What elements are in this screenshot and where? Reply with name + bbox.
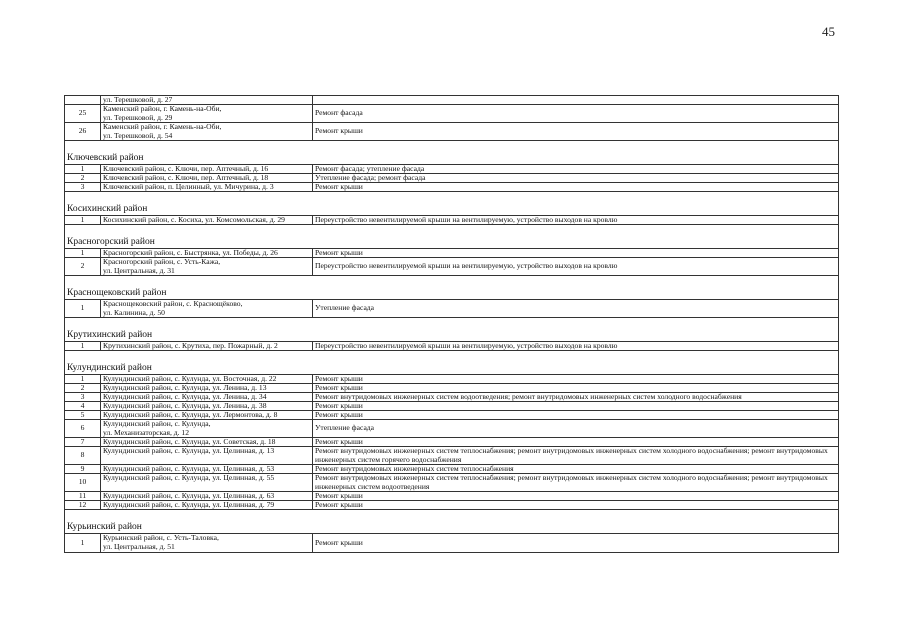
address-cell — [101, 375, 313, 384]
work-type-text: Ремонт крыши — [315, 537, 363, 547]
work-type-cell — [313, 393, 838, 402]
address-line: ул. Центральная, д. 51 — [103, 542, 175, 551]
work-type-cell — [313, 501, 838, 510]
row-number: 1 — [65, 249, 101, 258]
row-number: 11 — [65, 492, 101, 501]
address-cell — [101, 300, 313, 318]
work-type-cell — [313, 411, 838, 420]
address-line: ул. Центральная, д. 31 — [103, 266, 175, 275]
address-line: Ключевский район, с. Ключи, пер. Аптечный, д. 18 — [103, 174, 269, 182]
row-number: 7 — [65, 438, 101, 447]
row-number: 2 — [65, 258, 101, 276]
row-number: 3 — [65, 183, 101, 192]
row-number: 9 — [65, 465, 101, 474]
table-row — [64, 300, 839, 318]
work-type-cell — [313, 183, 838, 192]
table-row — [64, 492, 839, 501]
row-number: 1 — [65, 216, 101, 225]
work-type-text: Утепление фасада — [315, 303, 375, 313]
work-type-text: Ремонт крыши — [315, 248, 363, 257]
address-line: Курьинский район, с. Усть-Таловка, — [103, 534, 219, 542]
page-number: 45 — [822, 24, 835, 39]
address-line: Кулундинский район, с. Кулунда, ул. Целинная, д. 13 — [103, 447, 275, 455]
table-row — [64, 249, 839, 258]
work-type-text: Ремонт крыши — [315, 410, 363, 419]
section-spacer — [64, 225, 839, 237]
work-type-text: Ремонт крыши — [315, 491, 363, 500]
address-line: Кулундинский район, с. Кулунда, — [103, 420, 211, 428]
work-type-cell — [313, 105, 838, 123]
work-type-text: Ремонт внутридомовых инженерных систем теплоснабжения; ремонт внутридомовых инженерных систем холодного водоснабжения; ремонт внутридомовых инженерных систем водоотведения — [315, 473, 828, 491]
address-line: Кулундинский район, с. Кулунда, ул. Целинная, д. 53 — [103, 465, 275, 473]
work-type-text: Ремонт внутридомовых инженерных систем теплоснабжения — [315, 464, 514, 473]
table-row — [64, 393, 839, 402]
table-row — [64, 447, 839, 465]
section-spacer — [64, 351, 839, 363]
work-type-text: Переустройство невентилируемой крыши на вентилируемую, устройство выходов на кровлю — [315, 341, 618, 350]
table-row — [64, 474, 839, 492]
row-number: 1 — [65, 534, 101, 552]
district-heading: Краснощековский район — [64, 288, 839, 300]
row-number: 8 — [65, 447, 101, 465]
address-cell — [101, 123, 313, 141]
work-type-text: Ремонт фасада; утепление фасада — [315, 164, 425, 173]
section-spacer — [64, 510, 839, 522]
work-type-text: Ремонт внутридомовых инженерных систем теплоснабжения; ремонт внутридомовых инженерных систем холодного водоснабжения; ремонт внутридомовых инженерных систем горячего водоснабжения — [315, 446, 828, 464]
address-line: Каменский район, г. Камень-на-Оби, — [103, 105, 222, 113]
work-type-text: Ремонт крыши — [315, 500, 363, 509]
address-line: Кулундинский район, с. Кулунда, ул. Советская, д. 18 — [103, 438, 276, 446]
address-line: ул. Терешковой, д. 54 — [103, 131, 173, 140]
table-row — [64, 411, 839, 420]
address-cell — [101, 342, 313, 351]
row-number: 1 — [65, 165, 101, 174]
address-cell — [101, 384, 313, 393]
address-line: ул. Терешковой, д. 29 — [103, 113, 173, 122]
work-type-text: Переустройство невентилируемой крыши на вентилируемую, устройство выходов на кровлю — [315, 215, 618, 224]
address-line: Кулундинский район, с. Кулунда, ул. Ленина, д. 13 — [103, 384, 267, 392]
address-line: Кулундинский район, с. Кулунда, ул. Целинная, д. 79 — [103, 501, 275, 509]
row-number: 2 — [65, 174, 101, 183]
work-type-text: Переустройство невентилируемой крыши на вентилируемую, устройство выходов на кровлю — [315, 261, 618, 271]
row-number — [65, 96, 101, 105]
address-cell — [101, 402, 313, 411]
table-row — [64, 174, 839, 183]
row-number: 12 — [65, 501, 101, 510]
work-type-text: Ремонт крыши — [315, 437, 363, 446]
address-line: Кулундинский район, с. Кулунда, ул. Восточная, д. 22 — [103, 375, 277, 383]
address-cell — [101, 216, 313, 225]
work-type-cell — [313, 258, 838, 276]
work-type-cell — [313, 96, 838, 105]
table-row — [64, 501, 839, 510]
table-row — [64, 258, 839, 276]
section-spacer — [64, 141, 839, 153]
table-row — [64, 105, 839, 123]
address-cell — [101, 258, 313, 276]
work-type-cell — [313, 300, 838, 318]
address-cell — [101, 393, 313, 402]
section-spacer — [64, 318, 839, 330]
address-cell — [101, 420, 313, 438]
work-type-cell — [313, 534, 838, 552]
row-number: 1 — [65, 342, 101, 351]
work-type-cell — [313, 174, 838, 183]
table-row — [64, 123, 839, 141]
work-type-cell — [313, 249, 838, 258]
works-table — [64, 95, 839, 553]
district-heading: Красногорский район — [64, 237, 839, 249]
district-heading: Кулундинский район — [64, 363, 839, 375]
district-heading: Косихинский район — [64, 204, 839, 216]
address-line: Ключевский район, п. Целинный, ул. Мичурина, д. 3 — [103, 183, 274, 191]
row-number: 3 — [65, 393, 101, 402]
table-row — [64, 402, 839, 411]
address-line: Кулундинский район, с. Кулунда, ул. Целинная, д. 63 — [103, 492, 275, 500]
address-cell — [101, 474, 313, 492]
row-number: 26 — [65, 123, 101, 141]
table-row — [64, 183, 839, 192]
address-line: Красногорский район, с. Быстрянка, ул. Победы, д. 26 — [103, 249, 278, 257]
district-heading: Крутихинский район — [64, 330, 839, 342]
address-cell — [101, 447, 313, 465]
work-type-text: Утепление фасада; ремонт фасада — [315, 173, 426, 182]
work-type-text: Ремонт крыши — [315, 182, 363, 191]
work-type-text: Ремонт фасада — [315, 108, 363, 118]
address-line: Кулундинский район, с. Кулунда, ул. Лермонтова, д. 8 — [103, 411, 278, 419]
work-type-text: Ремонт крыши — [315, 374, 363, 383]
address-line: Ключевский район, с. Ключи, пер. Аптечный, д. 16 — [103, 165, 269, 173]
work-type-cell — [313, 123, 838, 141]
district-heading: Ключевский район — [64, 153, 839, 165]
work-type-cell — [313, 474, 838, 492]
work-type-text: Ремонт крыши — [315, 126, 363, 136]
table-row — [64, 216, 839, 225]
address-cell — [101, 465, 313, 474]
work-type-cell — [313, 216, 838, 225]
section-spacer — [64, 192, 839, 204]
work-type-text: Ремонт крыши — [315, 383, 363, 392]
work-type-cell — [313, 420, 838, 438]
address-line: Красногорский район, с. Усть-Кажа, — [103, 258, 221, 266]
address-cell — [101, 174, 313, 183]
address-line: Краснощековский район, с. Краснощёково, — [103, 300, 243, 308]
address-cell — [101, 249, 313, 258]
address-line: Крутихинский район, с. Крутиха, пер. Пожарный, д. 2 — [103, 342, 278, 350]
row-number: 25 — [65, 105, 101, 123]
table-row — [64, 165, 839, 174]
address-line: Косихинский район, с. Косиха, ул. Комсомольская, д. 29 — [103, 216, 285, 224]
work-type-cell — [313, 492, 838, 501]
row-number: 5 — [65, 411, 101, 420]
work-type-cell — [313, 342, 838, 351]
address-cell — [101, 438, 313, 447]
table-row — [64, 342, 839, 351]
work-type-cell — [313, 375, 838, 384]
address-line: Каменский район, г. Камень-на-Оби, — [103, 123, 222, 131]
work-type-cell — [313, 447, 838, 465]
row-number: 1 — [65, 300, 101, 318]
address-line: ул. Калинина, д. 50 — [103, 308, 165, 317]
row-number: 10 — [65, 474, 101, 492]
address-line: Кулундинский район, с. Кулунда, ул. Ленина, д. 34 — [103, 393, 267, 401]
work-type-cell — [313, 402, 838, 411]
address-cell — [101, 105, 313, 123]
district-heading: Курьинский район — [64, 522, 839, 534]
work-type-text: Ремонт крыши — [315, 401, 363, 410]
work-type-text: Ремонт внутридомовых инженерных систем водоотведения; ремонт внутридомовых инженерных систем холодного водоснабжения — [315, 392, 742, 401]
row-number: 6 — [65, 420, 101, 438]
address-line: ул. Механизаторская, д. 12 — [103, 428, 190, 437]
address-line: ул. Терешковой, д. 27 — [103, 96, 173, 104]
address-cell — [101, 501, 313, 510]
table-row — [64, 375, 839, 384]
address-cell — [101, 411, 313, 420]
row-number: 1 — [65, 375, 101, 384]
address-cell — [101, 534, 313, 552]
address-line: Кулундинский район, с. Кулунда, ул. Ленина, д. 38 — [103, 402, 267, 410]
address-cell — [101, 183, 313, 192]
table-row — [64, 420, 839, 438]
table-row — [64, 96, 839, 105]
row-number: 2 — [65, 384, 101, 393]
address-cell — [101, 165, 313, 174]
address-line: Кулундинский район, с. Кулунда, ул. Целинная, д. 55 — [103, 474, 275, 482]
work-type-text: Утепление фасада — [315, 423, 375, 433]
row-number: 4 — [65, 402, 101, 411]
section-spacer — [64, 276, 839, 288]
address-cell — [101, 492, 313, 501]
address-cell — [101, 96, 313, 105]
table-row — [64, 534, 839, 552]
